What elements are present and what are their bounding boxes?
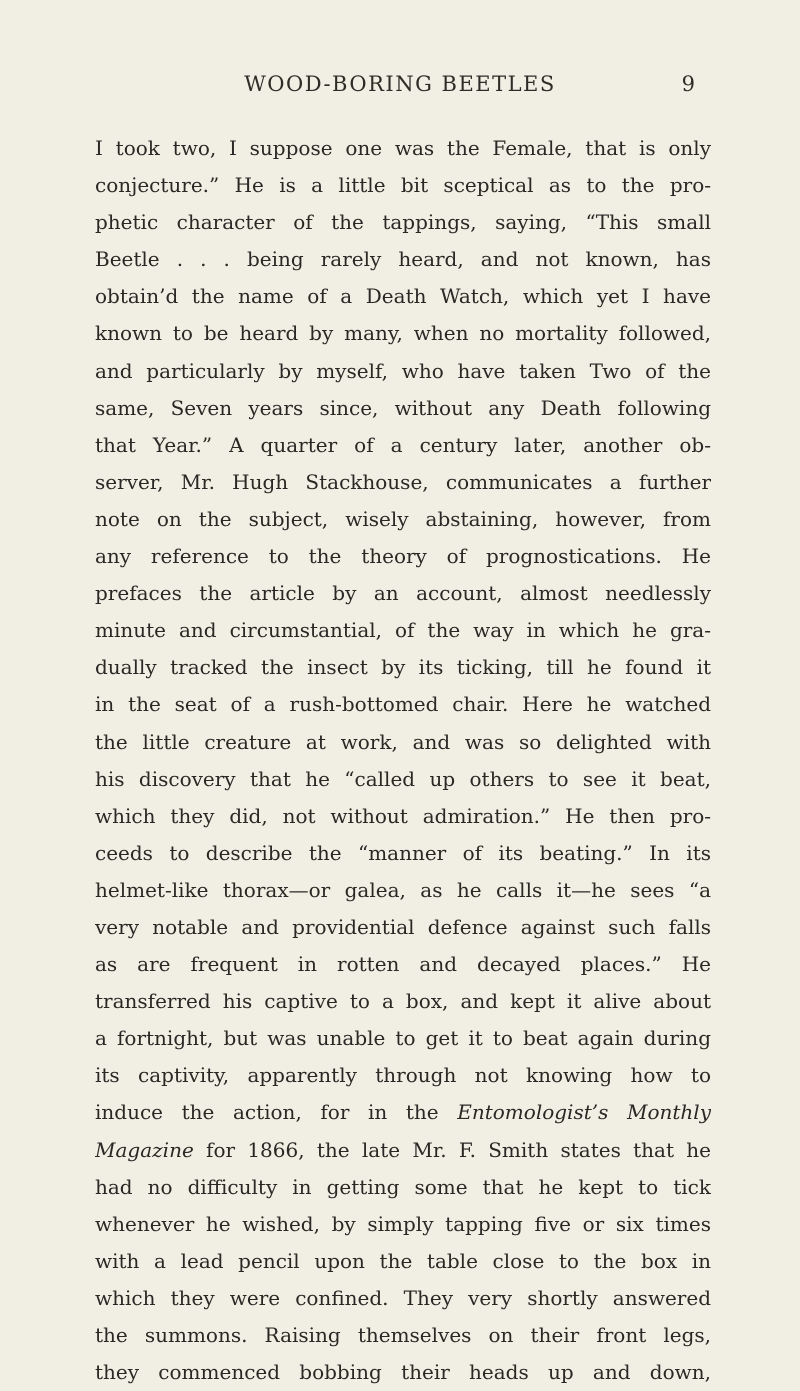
text-line: its captivity, apparently through not knowing how to	[95, 1063, 711, 1088]
text-line: his discovery that he “called up others to see it beat,	[95, 766, 711, 791]
text-line: had no difficulty in getting some that he kept to tick	[95, 1174, 711, 1199]
text-line: same, Seven years since, without any Death following	[95, 395, 711, 420]
text-line: transferred his captive to a box, and kept it alive about	[95, 989, 711, 1014]
text-line: as are frequent in rotten and decayed places.” He	[95, 952, 711, 977]
text-line: obtain’d the name of a Death Watch, which yet I have	[95, 284, 711, 309]
text-line: prefaces the article by an account, almost needlessly	[95, 581, 711, 606]
text-line-with-italic	[95, 1132, 711, 1169]
text-line: with a lead pencil upon the table close to the box in	[95, 1248, 711, 1273]
text-line: and particularly by myself, who have taken Two of the	[95, 358, 711, 383]
text-line: that Year.” A quarter of a century later, another ob-	[95, 432, 711, 457]
page-number: 9	[681, 72, 695, 96]
italic-title: Magazine	[95, 1137, 194, 1162]
text-line: ceeds to describe the “manner of its beating.” In its	[95, 840, 711, 865]
text-line: any reference to the theory of prognostications. He	[95, 544, 711, 569]
text-line: Beetle . . . being rarely heard, and not known, has	[95, 247, 711, 272]
text-run: for 1866, the late Mr. F. Smith states that he	[193, 1137, 711, 1162]
text-line: helmet-like thorax—or galea, as he calls it—he sees “a	[95, 877, 711, 902]
running-title: WOOD-BORING BEETLES	[244, 72, 556, 96]
text-line: which they were confined. They very shortly answered	[95, 1285, 711, 1310]
text-line: I took two, I suppose one was the Female, that is only	[95, 136, 711, 160]
text-line: known to be heard by many, when no mortality followed,	[95, 321, 711, 346]
text-line: very notable and providential defence against such falls	[95, 914, 711, 939]
text-line: a fortnight, but was unable to get it to beat again during	[95, 1026, 711, 1051]
text-line: which they did, not without admiration.” He then pro-	[95, 803, 711, 828]
text-line: dually tracked the insect by its ticking, till he found it	[95, 655, 711, 680]
text-line: conjecture.” He is a little bit sceptical as to the pro-	[95, 173, 711, 198]
text-line: the little creature at work, and was so delighted with	[95, 729, 711, 754]
body-text	[95, 130, 711, 1391]
text-line: minute and circumstantial, of the way in which he gra-	[95, 618, 711, 643]
text-line: they commenced bobbing their heads up and down,	[95, 1360, 711, 1385]
text-line: whenever he wished, by simply tapping five or six times	[95, 1211, 711, 1236]
text-line-with-italic	[95, 1094, 711, 1131]
running-head	[0, 72, 800, 112]
text-run: induce the action, for in the	[95, 1100, 439, 1125]
text-line: phetic character of the tappings, saying, “This small	[95, 210, 711, 235]
text-line: note on the subject, wisely abstaining, however, from	[95, 506, 711, 531]
text-line: server, Mr. Hugh Stackhouse, communicates a further	[95, 469, 711, 494]
text-line: in the seat of a rush-bottomed chair. Here he watched	[95, 692, 711, 717]
italic-title: Entomologist’s Monthly	[457, 1100, 711, 1125]
text-line: the summons. Raising themselves on their front legs,	[95, 1323, 711, 1347]
